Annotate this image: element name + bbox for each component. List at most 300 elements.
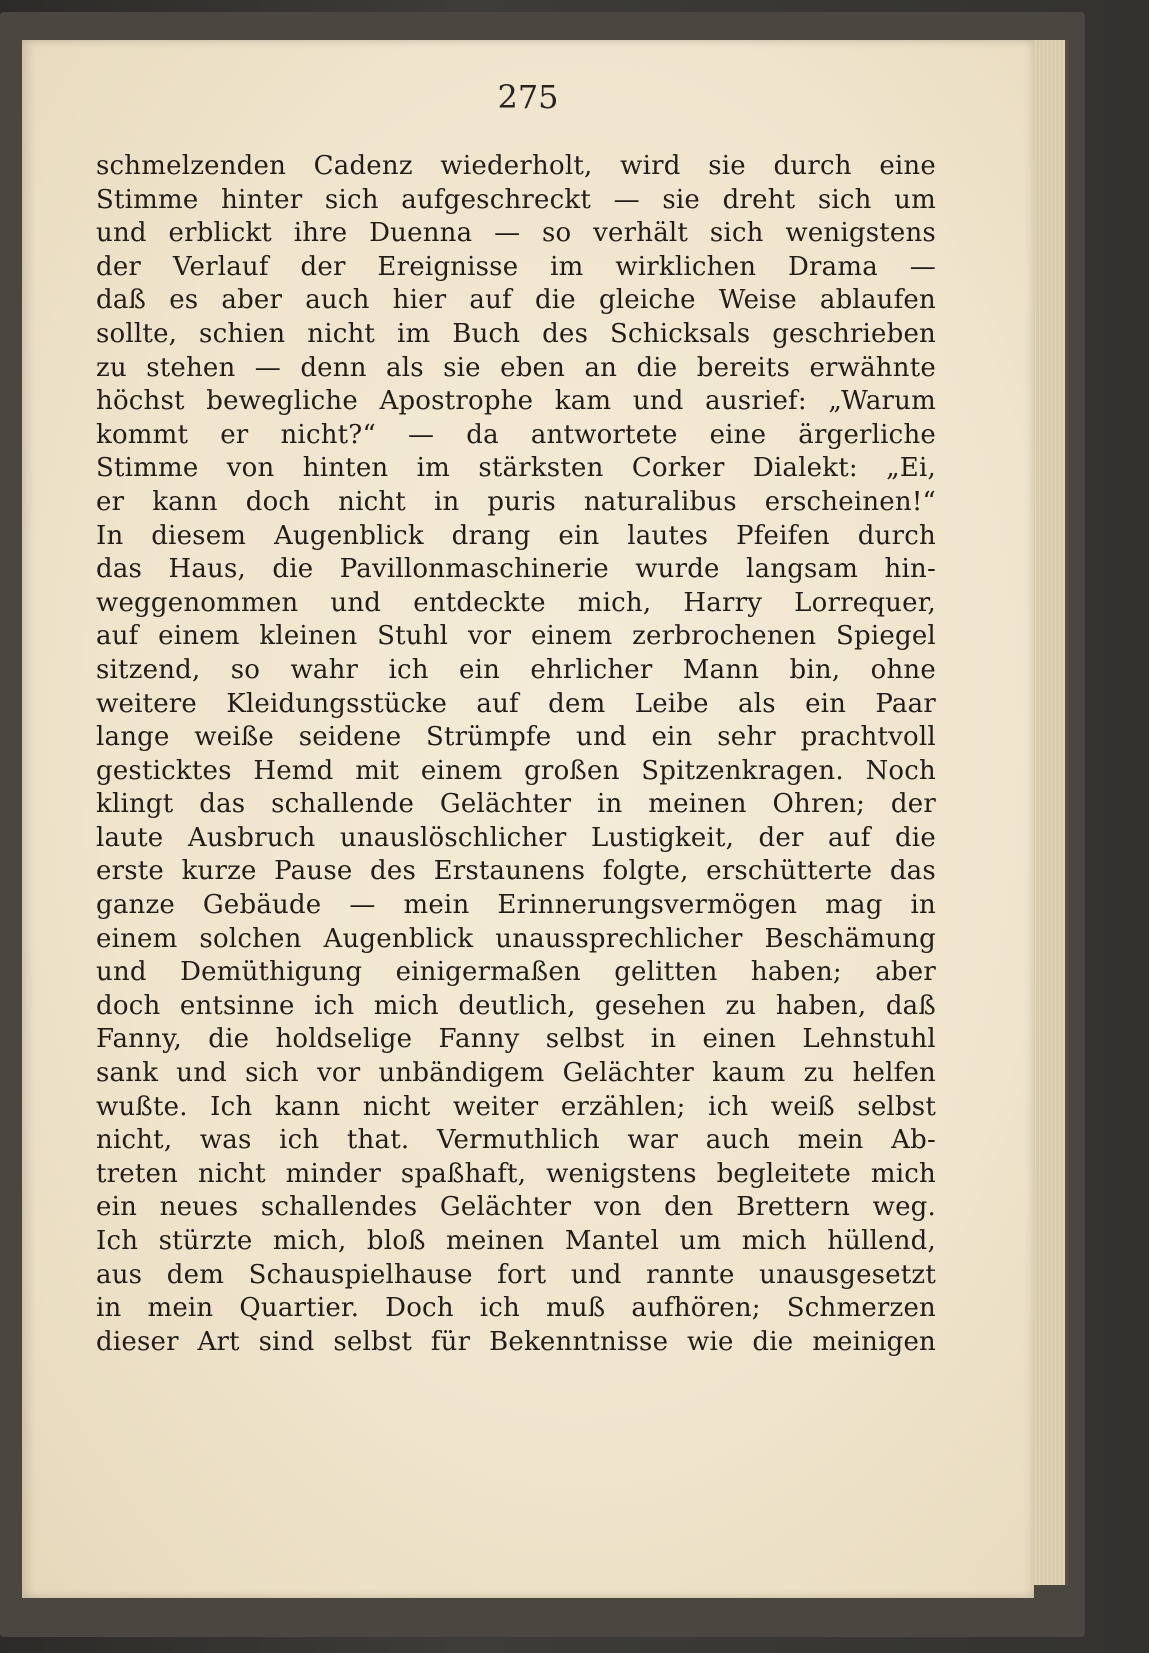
word: Ohren; [772,789,866,820]
word: daß [885,990,936,1021]
text-line [96,889,936,923]
text-line [96,1292,936,1326]
word: geschrieben [772,318,936,349]
word: sich [817,184,872,215]
word: Hemd [253,755,334,786]
word: in [96,1293,122,1324]
word: das [96,554,143,585]
word: ich [314,990,355,1021]
text-line [96,284,936,318]
word: weiter [452,1091,539,1122]
word: Gebäude [202,890,322,921]
word: unauslöschlicher [339,822,567,853]
word: ein [459,654,501,685]
word: ohne [870,654,936,685]
word: mich, [272,1226,347,1256]
word: puris [487,486,556,517]
word: war [627,1125,679,1156]
word: Noch [865,755,936,786]
word: folgte, [602,856,689,887]
word: nicht [362,1091,431,1122]
word: weggenommen [96,587,299,618]
text-line [96,419,936,453]
word: Art [197,1326,240,1357]
word: erblickt [168,218,272,249]
text-line [96,956,936,990]
word: den [664,1192,714,1223]
word: zerbrochenen [632,621,817,652]
word: Ereignisse [377,251,519,282]
word: Augenblick [273,520,424,551]
word: wußte. [96,1091,188,1122]
word: Drama [787,251,878,282]
word: Buch [452,318,521,349]
word: diesem [151,520,247,551]
word: nicht, [96,1125,173,1156]
word: was [199,1125,252,1156]
word: und [570,1259,622,1290]
text-line [96,1057,936,1091]
word: schallende [271,789,415,820]
word: Schicksals [610,318,751,349]
word: Quartier. [239,1293,360,1324]
word: fort [497,1259,547,1290]
word: zu [96,352,127,383]
word: mich [741,1226,807,1256]
word: kam [554,386,612,417]
word: auf [96,621,139,652]
word: helfen [852,1058,936,1089]
word: Haus, [168,554,247,585]
text-line [96,1023,936,1057]
word: ein [96,1192,138,1223]
word: Lustigkeit, [590,822,735,853]
word: einigermaßen [395,957,581,988]
word: auf [469,285,512,316]
word: antwortete [530,419,678,450]
text-line [96,1326,936,1360]
word: er [96,486,125,517]
word: im [416,453,451,484]
word: der [300,251,346,282]
word: Fanny [438,1024,520,1055]
word: Stimme [96,184,199,215]
word: Erstaunens [433,856,586,887]
word: und [96,957,147,988]
word: schmelzenden [96,151,287,181]
word: einem [96,923,178,954]
word: sie [443,352,481,383]
book-page [22,40,1034,1598]
word: das [889,856,936,887]
text-line [96,620,936,654]
word: bin, [789,654,841,685]
word: als [738,688,776,719]
word: selbst [333,1326,413,1357]
text-line [96,855,936,889]
word: und [96,218,147,249]
page-number: 275 [497,78,559,116]
word: solchen [199,923,302,954]
word: einen [702,1024,777,1055]
word: meinen [648,789,747,820]
word: ich [279,1125,320,1156]
word: that. [346,1125,410,1156]
word: vor [316,1058,361,1089]
word: Gelächter [439,1192,572,1223]
word: Apostrophe [379,386,534,417]
word: erzählen; [560,1091,686,1122]
word: naturalibus [583,486,737,517]
word: auf [828,822,871,853]
text-line [96,923,936,957]
word: weg. [872,1192,936,1223]
word: hin- [884,554,936,585]
word: sollte, [96,318,178,349]
word: minder [285,1158,382,1189]
word: prachtvoll [800,722,936,753]
word: großen [524,755,620,786]
word: schallendes [260,1192,418,1223]
word: kommt [96,419,189,450]
word: rannte [646,1259,735,1290]
word: entsinne [179,990,295,1021]
word: Bekenntnisse [489,1326,669,1357]
word: doch [96,990,161,1021]
word: Dialekt: [752,453,858,484]
word: — [494,218,521,249]
word: — [254,352,281,383]
word: mich, [577,587,652,618]
text-line [96,520,936,554]
word: sie [708,151,746,181]
word: zu [725,990,757,1021]
word: laute [96,822,164,853]
word: an [584,352,618,383]
word: erste [96,856,164,887]
word: ärgerliche [798,419,936,450]
text-line [96,318,936,352]
text-line [96,1091,936,1125]
text-line [96,452,936,486]
word: kaum [712,1058,786,1089]
word: meinigen [812,1326,936,1357]
text-line [96,990,936,1024]
word: Doch [385,1293,454,1324]
word: kleinen [259,621,358,652]
word: Weise [718,285,797,316]
text-line [96,352,936,386]
word: erschütterte [706,856,873,887]
word: die [534,285,576,316]
word: und [632,386,684,417]
word: Augenblick [323,923,474,954]
word: nicht [338,486,406,517]
word: Mantel [564,1226,660,1256]
word: muß [546,1293,606,1324]
word: wird [620,151,681,181]
text-line [96,587,936,621]
word: von [593,1192,642,1223]
word: so [542,218,572,249]
word: mich [373,990,439,1021]
word: wahr [290,654,359,685]
word: und [176,1058,227,1089]
word: der [758,822,804,853]
word: selbst [545,1024,625,1055]
word: Brettern [736,1192,851,1223]
word: des [370,856,416,887]
word: nicht?“ [280,419,376,450]
word: Pause [274,856,353,887]
word: eben [500,352,566,383]
word: sind [258,1326,315,1357]
word: aufgeschreckt [401,184,591,215]
word: Spitzenkragen. [641,755,844,786]
word: klingt [96,789,174,820]
word: deutlich, [458,990,576,1021]
word: im [396,318,431,349]
word: durch [773,151,852,181]
text-line [96,788,936,822]
word: aber [221,285,283,316]
word: unausgesetzt [759,1259,936,1290]
word: daß [96,285,147,316]
body-text [96,150,936,1359]
word: die [752,1326,794,1357]
word: Stimme [96,453,199,484]
word: die [894,822,936,853]
word: Duenna [369,218,473,249]
word: „Ei, [886,453,936,484]
word: unaussprechlicher [495,923,743,954]
word: von [226,453,275,484]
word: dem [548,688,606,719]
word: aber [875,957,936,988]
word: kurze [181,856,257,887]
word: sank [96,1058,159,1089]
word: Corker [631,453,725,484]
text-line [96,486,936,520]
text-line [96,1158,936,1192]
word: hier [392,285,447,316]
word: sie [662,184,701,215]
word: Fanny, [96,1024,182,1055]
word: und [330,587,382,618]
word: er [220,419,249,450]
word: Harry [683,587,763,618]
word: es [169,285,199,316]
word: Pfeifen [736,520,830,551]
word: da [466,419,499,450]
word: höchst [96,386,185,417]
word: wenigstens [546,1158,697,1189]
word: um [894,184,936,215]
word: Lehnstuhl [802,1024,936,1055]
text-line [96,150,936,184]
text-line [96,553,936,587]
word: dreht [722,184,796,215]
word: sich [709,218,764,249]
word: kann [274,1091,341,1122]
word: spaßhaft, [400,1158,527,1189]
word: ich [388,654,429,685]
word: stürzte [158,1226,253,1256]
word: unbändigem [378,1058,545,1089]
word: Cadenz [313,151,413,181]
word: Gelächter [562,1058,694,1089]
word: eine [709,419,767,450]
word: sich [245,1058,299,1089]
word: erscheinen!“ [764,486,936,517]
word: Vermuthlich [436,1125,600,1156]
text-line [96,217,936,251]
word: neues [159,1192,239,1223]
word: mich [870,1158,936,1189]
word: vor [467,621,512,652]
word: sich [324,184,379,215]
word: selbst [857,1091,936,1122]
word: wurde [635,554,720,585]
text-line [96,385,936,419]
word: Ich [96,1226,139,1256]
word: sehr [717,722,776,753]
word: einem [530,621,613,652]
word: wirklichen [615,251,757,282]
word: kann [152,486,218,517]
word: wiederholt, [440,151,593,181]
word: im [550,251,584,282]
word: Paar [875,688,936,719]
word: Mann [682,654,760,685]
text-line [96,755,936,789]
word: um [679,1226,722,1256]
word: mein [147,1293,214,1324]
word: drang [451,520,531,551]
word: denn [300,352,367,383]
word: bewegliche [206,386,358,417]
word: bereits [696,352,791,383]
word: Schmerzen [786,1293,936,1324]
word: das [199,789,246,820]
word: In [96,520,124,551]
text-line [96,184,936,218]
word: lautes [627,520,709,551]
word: wenigstens [785,218,936,249]
word: Strümpfe [425,722,552,753]
word: gelitten [614,957,718,988]
word: mag [825,890,883,921]
word: gesticktes [96,755,232,786]
word: Ausbruch [187,822,316,853]
word: Pavillonmaschinerie [339,554,609,585]
word: auch [705,1125,771,1156]
word: aufhören; [631,1293,761,1324]
word: nicht [197,1158,266,1189]
word: weiße [194,722,274,753]
word: stehen [146,352,236,383]
word: Stuhl [377,621,449,652]
word: Beschämung [764,923,936,954]
word: „Warum [828,386,936,417]
word: mein [403,890,470,921]
word: mit [355,755,400,786]
text-line [96,1259,936,1293]
word: — [349,890,376,921]
word: einem [158,621,240,652]
word: gleiche [598,285,696,316]
word: seidene [298,722,402,753]
text-line [96,1225,936,1259]
word: Ab- [891,1125,936,1156]
word: hinter [221,184,303,215]
word: in [910,890,936,921]
word: sitzend, [96,654,201,685]
word: bloß [366,1226,426,1256]
word: ablaufen [819,285,936,316]
word: auf [476,688,519,719]
word: Leibe [634,688,709,719]
word: in [650,1024,677,1055]
word: dem [166,1259,225,1290]
word: wie [687,1326,734,1357]
word: Ich [210,1091,253,1122]
word: und [576,722,627,753]
word: Spiegel [836,621,936,652]
word: als [386,352,424,383]
word: — [613,184,640,215]
word: stärksten [478,453,604,484]
word: begleitete [716,1158,851,1189]
word: des [542,318,589,349]
text-line [96,251,936,285]
word: zu [803,1058,835,1089]
text-line [96,654,936,688]
word: Erinnerungsvermögen [497,890,798,921]
word: Kleidungsstücke [226,688,448,719]
word: langsam [746,554,859,585]
word: mein [797,1125,864,1156]
word: aus [96,1259,143,1290]
word: für [430,1326,471,1357]
word: ehrlicher [530,654,653,685]
word: eine [879,151,936,181]
word: ich [708,1091,749,1122]
word: ausrief: [705,386,807,417]
word: hinten [302,453,389,484]
word: haben, [775,990,867,1021]
word: verhält [593,218,689,249]
text-line [96,688,936,722]
word: ein [558,520,600,551]
word: lange [96,722,170,753]
word: die [636,352,678,383]
word: so [230,654,261,685]
word: in [433,486,460,517]
word: der [96,251,142,282]
word: einem [420,755,503,786]
word: Schauspielhause [248,1259,473,1290]
text-line [96,1124,936,1158]
word: die [208,1024,250,1055]
word: ich [479,1293,520,1324]
text-line [96,822,936,856]
word: auch [305,285,370,316]
word: haben; [750,957,842,988]
word: entdeckte [413,587,546,618]
word: Verlauf [172,251,269,282]
word: schien [199,318,286,349]
